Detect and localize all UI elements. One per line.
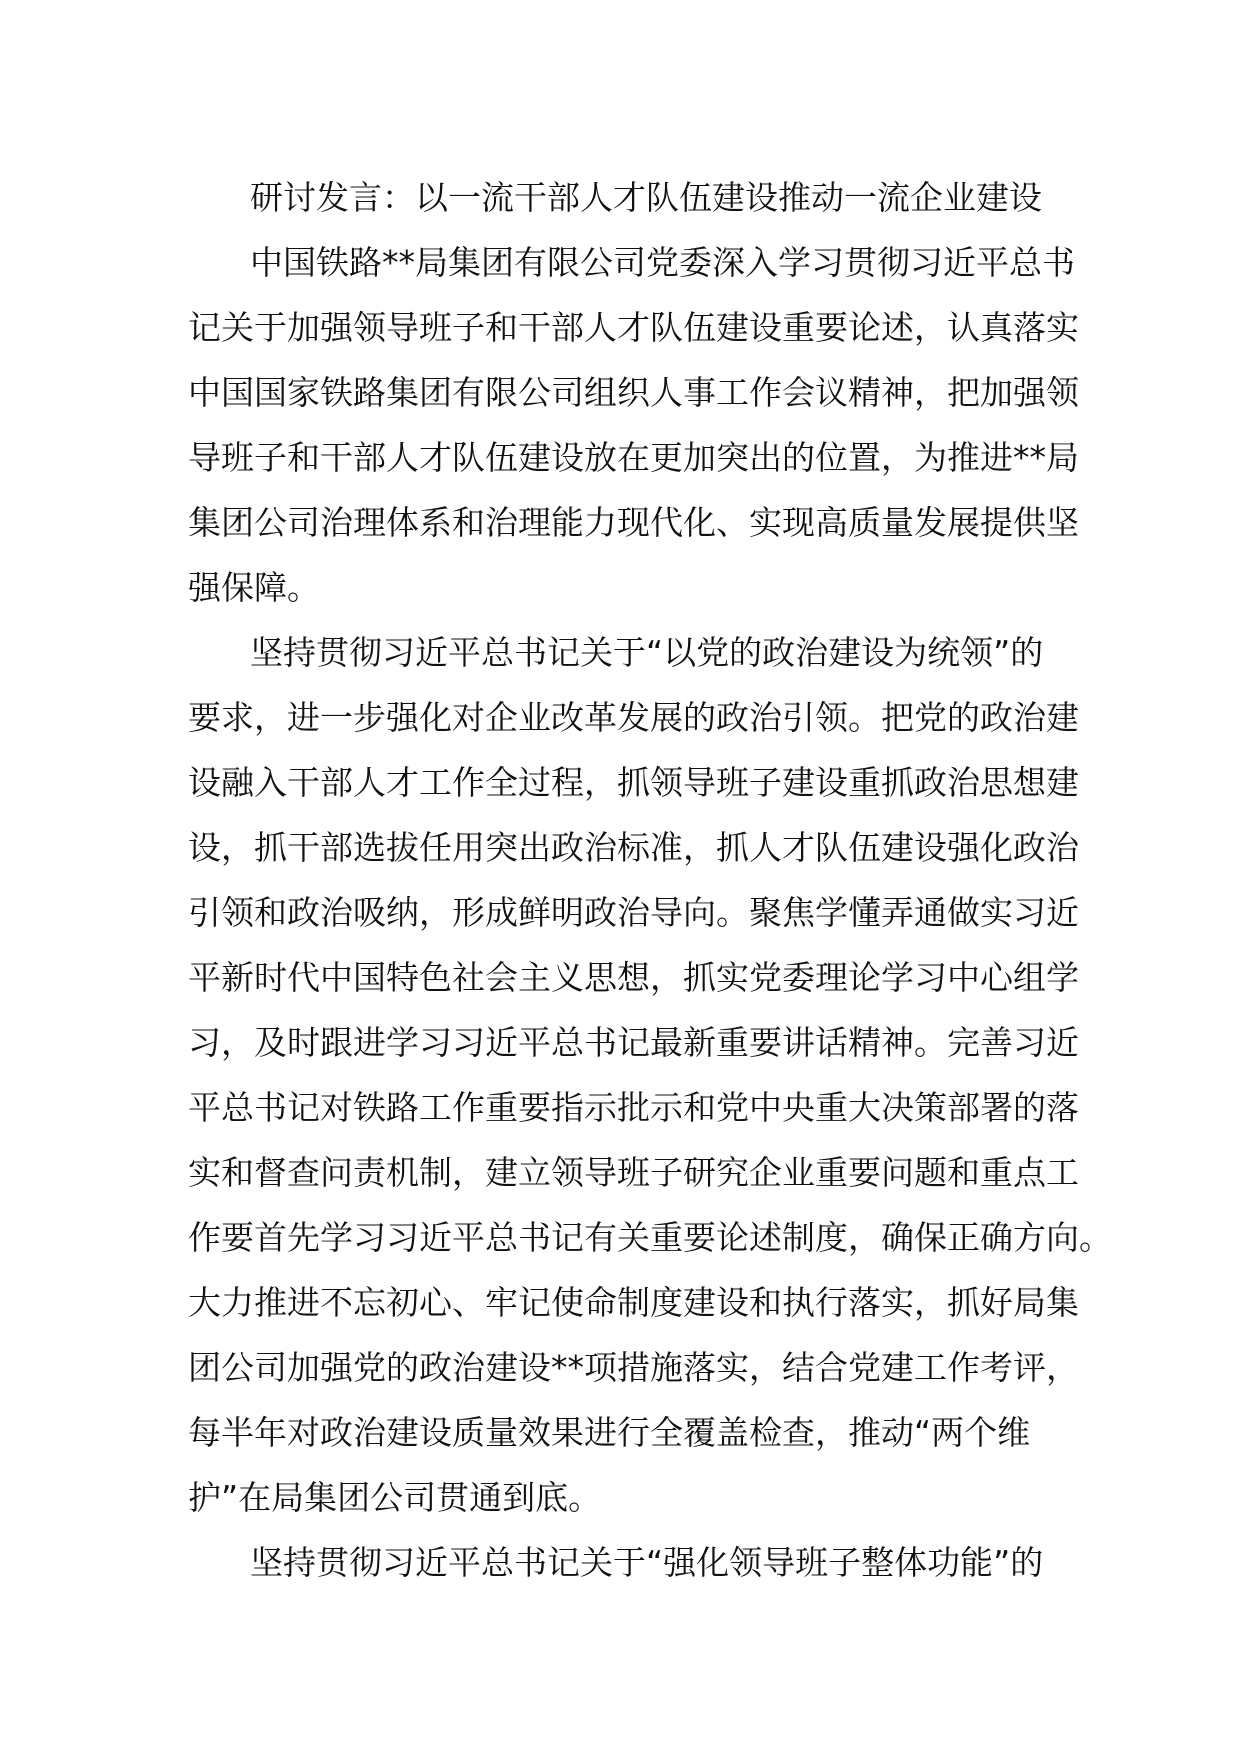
paragraph-2-line-12: 团公司加强党的政治建设**项措施落实，结合党建工作考评， — [188, 1348, 1079, 1387]
paragraph-2-line-1: 坚持贯彻习近平总书记关于“以党的政治建设为统领”的 — [250, 633, 1044, 672]
paragraph-1-line-6: 强保障。 — [188, 568, 320, 607]
paragraph-2-line-4: 设，抓干部选拔任用突出政治标准，抓人才队伍建设强化政治 — [188, 828, 1079, 867]
paragraph-1-line-1: 中国铁路**局集团有限公司党委深入学习贯彻习近平总书 — [250, 243, 1075, 282]
paragraph-2-line-6: 平新时代中国特色社会主义思想，抓实党委理论学习中心组学 — [188, 958, 1079, 997]
paragraph-2-line-10: 作要首先学习习近平总书记有关重要论述制度，确保正确方向。 — [188, 1218, 1112, 1257]
paragraph-1-line-2: 记关于加强领导班子和干部人才队伍建设重要论述，认真落实 — [188, 308, 1079, 347]
paragraph-1-line-3: 中国国家铁路集团有限公司组织人事工作会议精神，把加强领 — [188, 373, 1079, 412]
paragraph-1-line-5: 集团公司治理体系和治理能力现代化、实现高质量发展提供坚 — [188, 503, 1079, 542]
paragraph-2-line-11: 大力推进不忘初心、牢记使命制度建设和执行落实，抓好局集 — [188, 1283, 1079, 1322]
paragraph-2-line-9: 实和督查问责机制，建立领导班子研究企业重要问题和重点工 — [188, 1153, 1079, 1192]
paragraph-2-line-7: 习，及时跟进学习习近平总书记最新重要讲话精神。完善习近 — [188, 1023, 1079, 1062]
document-title: 研讨发言：以一流干部人才队伍建设推动一流企业建设 — [250, 178, 1042, 217]
paragraph-2-line-2: 要求，进一步强化对企业改革发展的政治引领。把党的政治建 — [188, 698, 1079, 737]
paragraph-2-line-5: 引领和政治吸纳，形成鲜明政治导向。聚焦学懂弄通做实习近 — [188, 893, 1079, 932]
paragraph-2-line-3: 设融入干部人才工作全过程，抓领导班子建设重抓政治思想建 — [188, 763, 1079, 802]
paragraph-2-line-8: 平总书记对铁路工作重要指示批示和党中央重大决策部署的落 — [188, 1088, 1079, 1127]
paragraph-1-line-4: 导班子和干部人才队伍建设放在更加突出的位置，为推进**局 — [188, 438, 1079, 477]
paragraph-3-line-1: 坚持贯彻习近平总书记关于“强化领导班子整体功能”的 — [250, 1543, 1044, 1582]
paragraph-2-line-13: 每半年对政治建设质量效果进行全覆盖检查，推动“两个维 — [188, 1413, 1031, 1452]
paragraph-2-line-14: 护”在局集团公司贯通到底。 — [188, 1478, 602, 1517]
